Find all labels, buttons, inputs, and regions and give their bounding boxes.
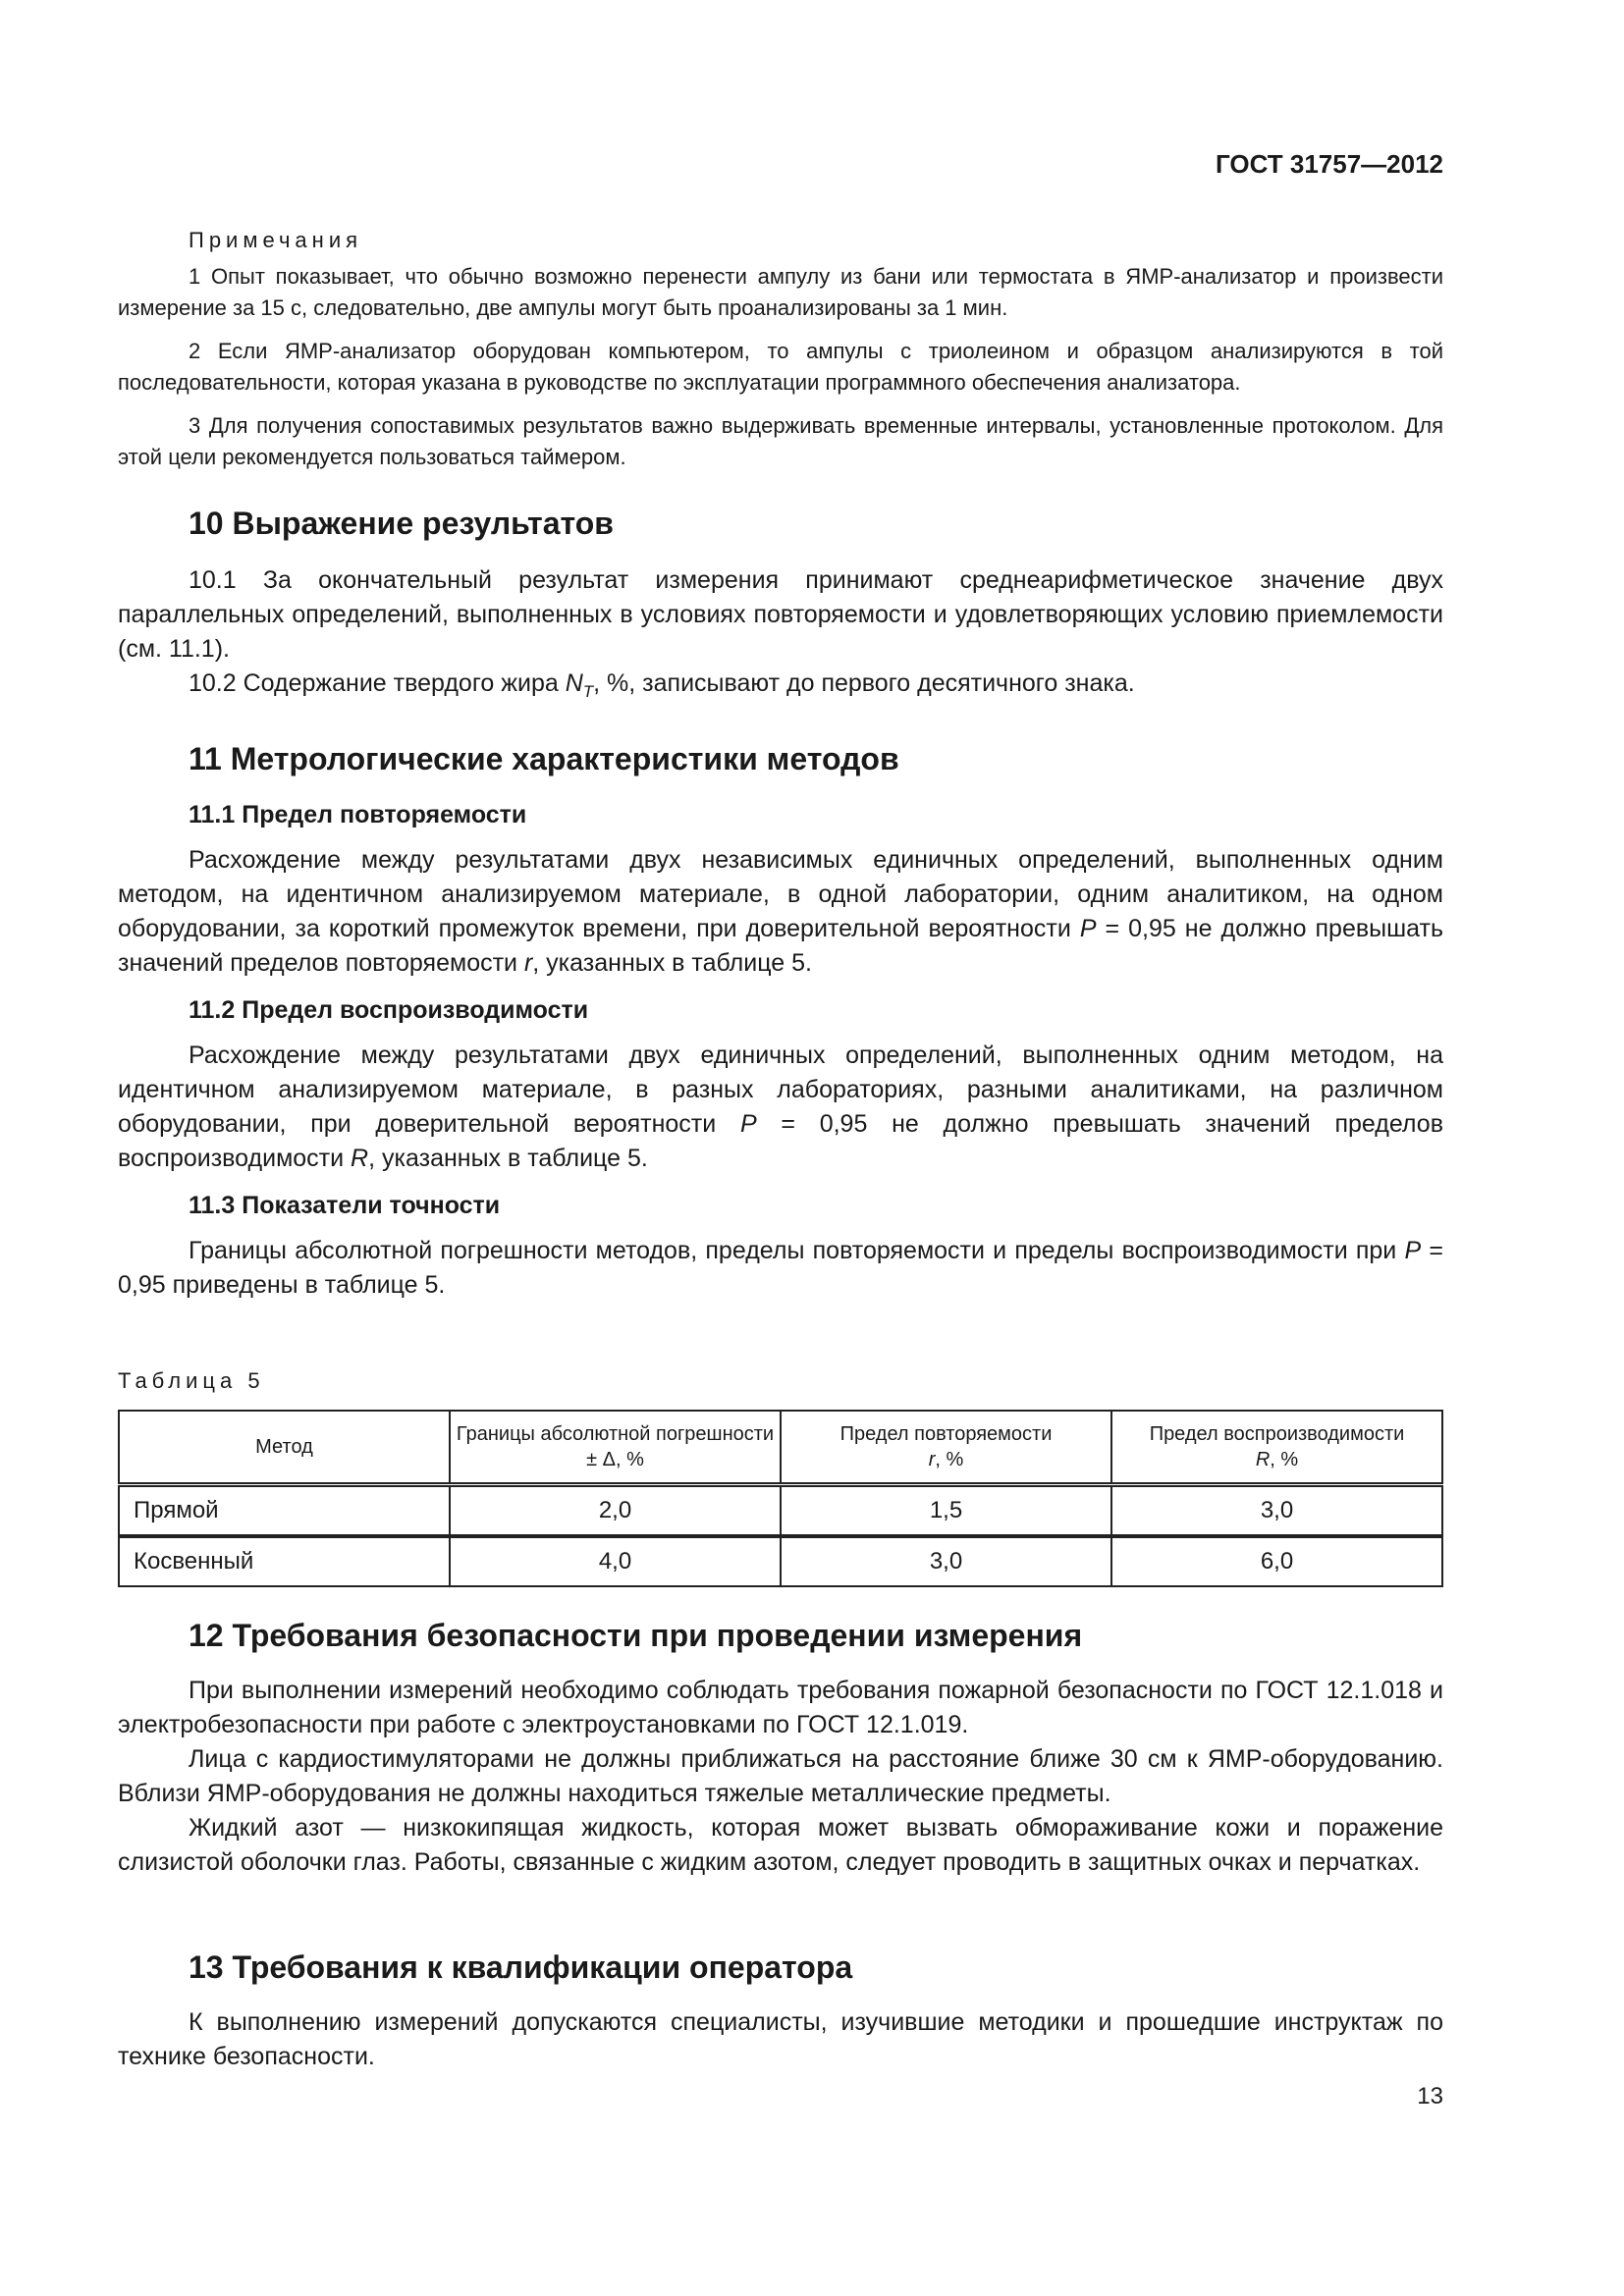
header-method: Метод [119,1411,450,1485]
para-11-1: Расхождение между результатами двух независимых единичных определений, выполненных одним методом, на идентичном анализируемом материале, в одной лаборатории, одним аналитиком, на одном оборудовании, за короткий промежуток времени, при доверительной вероятности P = 0,95 не должно превышать значений пределов повторяемости r, указанных в таблице 5. [118,846,1444,977]
notes-title: Примечания [189,228,363,252]
table-row [119,1485,1442,1537]
para-11-2: Расхождение между результатами двух единичных определений, выполненных одним методом, на идентичном анализируемом материале, в разных лабораториях, разными аналитиками, на различном оборудовании, при доверительной вероятности P = 0,95 не должно превышать значений пределов воспроизводимости R, указанных в таблице 5. [118,1041,1443,1172]
table-row [119,1536,1442,1586]
para-12-1: При выполнении измерений необходимо соблюдать требования пожарной безопасности по ГОСТ 12.1.018 и электробезопасности при работе с электроустановками по ГОСТ 12.1.019. [118,1677,1443,1738]
section-10-title: 10 Выражение результатов [189,506,614,541]
cell: 1,5 [781,1485,1111,1537]
section-11-3-title: 11.3 Показатели точности [189,1192,501,1219]
table-5 [118,1368,1443,1587]
para-12-3: Жидкий азот — низкокипящая жидкость, которая может вызвать обмораживание кожи и поражение слизистой оболочки глаз. Работы, связанные с жидким азотом, следует проводить в защитных очках и перчатках. [118,1814,1443,1876]
document-header: ГОСТ 31757—2012 [1216,149,1443,179]
table-caption: Таблица 5 [118,1368,265,1393]
cell: 6,0 [1111,1536,1442,1586]
para-11-3: Границы абсолютной погрешности методов, пределы повторяемости и пределы воспроизводимости при P = 0,95 приведены в таблице 5. [118,1237,1444,1299]
cell: 4,0 [450,1536,781,1586]
note-3: 3 Для получения сопоставимых результатов важно выдерживать временные интервалы, установленные протоколом. Для этой цели рекомендуется пользоваться таймером. [118,413,1443,469]
header-reproducibility: Предел воспроизводимости R, % [1111,1411,1442,1485]
header-repeatability: Предел повторяемости r, % [781,1411,1111,1485]
cell: Косвенный [119,1536,450,1586]
header-error: Границы абсолютной погрешности ± Δ, % [450,1411,781,1485]
section-11-1-title: 11.1 Предел повторяемости [189,801,527,828]
para-12-2: Лица с кардиостимуляторами не должны приближаться на расстояние ближе 30 см к ЯМР-оборудованию. Вблизи ЯМР-оборудования не должны находиться тяжелые металлические предметы. [118,1745,1443,1807]
section-11 [118,741,1443,1303]
section-12-title: 12 Требования безопасности при проведении измерения [189,1618,1083,1653]
cell: 2,0 [450,1485,781,1537]
para-10-1: 10.1 За окончательный результат измерения принимают среднеарифметическое значение двух параллельных определений, выполненных в условиях повторяемости и удовлетворяющих условию приемлемости (см. 11.1). [118,566,1443,663]
section-13 [118,1949,1443,2074]
section-13-title: 13 Требования к квалификации оператора [189,1949,853,1985]
notes [118,228,1443,485]
note-1: 1 Опыт показывает, что обычно возможно перенести ампулу из бани или термостата в ЯМР-анализатор и произвести измерение за 15 с, следовательно, две ампулы могут быть проанализированы за 1 мин. [118,264,1443,320]
section-10 [118,506,1443,709]
para-13-1: К выполнению измерений допускаются специалисты, изучившие методики и прошедшие инструктаж по технике безопасности. [118,2008,1443,2070]
cell: 3,0 [781,1536,1111,1586]
para-10-2: 10.2 Содержание твердого жира $N_T$, %, записывают до первого десятичного знака. [189,669,1135,701]
section-12 [118,1618,1443,1880]
cell: 3,0 [1111,1485,1442,1537]
section-11-title: 11 Метрологические характеристики методов [189,741,899,776]
page-number: 13 [1417,2083,1443,2109]
section-11-2-title: 11.2 Предел воспроизводимости [189,996,589,1024]
note-2: 2 Если ЯМР-анализатор оборудован компьютером, то ампулы с триолеином и образцом анализируются в той последовательности, которая указана в руководстве по эксплуатации программного обеспечения анализатора. [118,339,1443,395]
cell: Прямой [119,1485,450,1537]
results-table [118,1410,1443,1587]
